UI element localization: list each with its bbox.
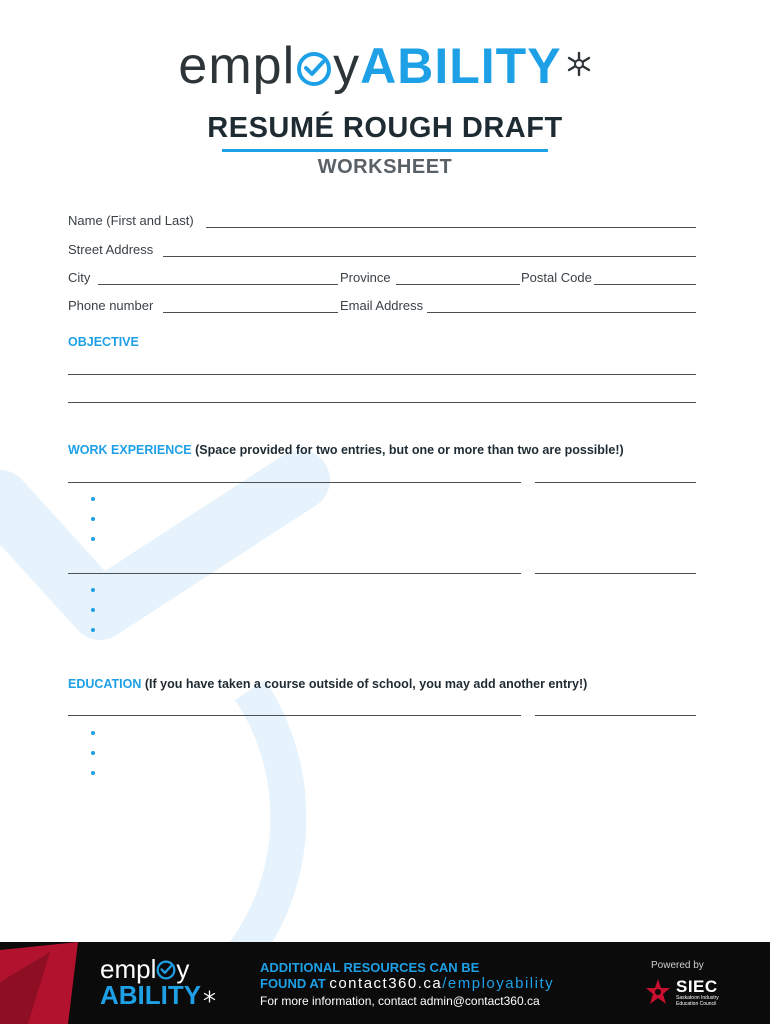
bullet-point	[91, 517, 95, 521]
footer-logo-text-ability: ABILITY	[100, 980, 202, 1010]
logo-text-ability: ABILITY	[360, 38, 562, 94]
work-entry-1-date-field[interactable]	[535, 482, 696, 483]
work-experience-heading	[68, 442, 624, 458]
bullet-point	[91, 497, 95, 501]
resources-url-path[interactable]: /employability	[442, 975, 555, 992]
siec-logo-text: SIEC	[676, 977, 718, 996]
bullet-point	[91, 588, 95, 592]
education-entry-title-field[interactable]	[68, 715, 521, 716]
phone-number-label: Phone number	[68, 298, 154, 313]
check-circle-icon	[296, 51, 332, 87]
siec-star-icon	[644, 978, 672, 1006]
city-label: City	[68, 270, 91, 285]
email-address-label: Email Address	[340, 298, 424, 313]
education-entry-date-field[interactable]	[535, 715, 696, 716]
footer-logo-text-start: empl	[100, 954, 157, 984]
bullet-point	[91, 731, 95, 735]
postal-code-label: Postal Code	[521, 270, 592, 285]
email-address-field[interactable]	[427, 312, 696, 313]
footer-logo-line-1	[100, 956, 216, 982]
street-address-field[interactable]	[163, 256, 696, 257]
work-entry-2-title-field[interactable]	[68, 573, 521, 574]
bullet-point	[91, 751, 95, 755]
objective-heading: OBJECTIVE	[68, 335, 139, 349]
bullet-point	[91, 628, 95, 632]
work-entry-1-title-field[interactable]	[68, 482, 521, 483]
resources-found-at: FOUND AT	[260, 976, 326, 991]
province-label: Province	[340, 270, 391, 285]
street-address-label: Street Address	[68, 242, 154, 257]
objective-line-1[interactable]	[68, 374, 696, 375]
education-note: (If you have taken a course outside of school, you may add another entry!)	[144, 677, 588, 691]
resources-line-2	[260, 975, 554, 992]
snowflake-star-icon	[566, 51, 592, 77]
postal-code-field[interactable]	[594, 284, 696, 285]
powered-by-label: Powered by	[651, 960, 704, 971]
objective-line-2[interactable]	[68, 402, 696, 403]
red-arrow-icon	[0, 942, 90, 1024]
city-field[interactable]	[98, 284, 338, 285]
bullet-point	[91, 537, 95, 541]
phone-number-field[interactable]	[163, 312, 338, 313]
name-field[interactable]	[206, 227, 696, 228]
work-experience-note: (Space provided for two entries, but one or more than two are possible!)	[195, 443, 624, 457]
siec-subtitle-1: Saskatoon Industry	[676, 995, 719, 1001]
snowflake-star-icon	[203, 990, 216, 1003]
bullet-point	[91, 608, 95, 612]
work-entry-2-date-field[interactable]	[535, 573, 696, 574]
footer-logo	[100, 956, 216, 1008]
work-experience-title: WORK EXPERIENCE	[68, 443, 192, 457]
page-title: RESUMÉ ROUGH DRAFT	[207, 112, 563, 144]
footer-logo-line-2	[100, 982, 216, 1008]
check-circle-icon	[156, 960, 176, 980]
page-subtitle: WORKSHEET	[317, 156, 453, 178]
name-label: Name (First and Last)	[68, 213, 194, 228]
education-title: EDUCATION	[68, 677, 142, 691]
footer-logo-text-y: y	[176, 954, 190, 984]
resources-line-1: ADDITIONAL RESOURCES CAN BE	[260, 960, 480, 975]
province-field[interactable]	[396, 284, 520, 285]
bullet-point	[91, 771, 95, 775]
siec-subtitle-2: Education Council	[676, 1001, 717, 1007]
logo-text-start: empl	[178, 37, 296, 95]
logo-text-y: y	[333, 37, 361, 95]
contact-info: For more information, contact admin@contact360.ca	[260, 994, 540, 1008]
title-underline	[222, 149, 548, 152]
employability-logo	[0, 36, 770, 96]
education-heading	[68, 676, 587, 692]
resources-url-domain[interactable]: contact360.ca	[329, 975, 443, 992]
